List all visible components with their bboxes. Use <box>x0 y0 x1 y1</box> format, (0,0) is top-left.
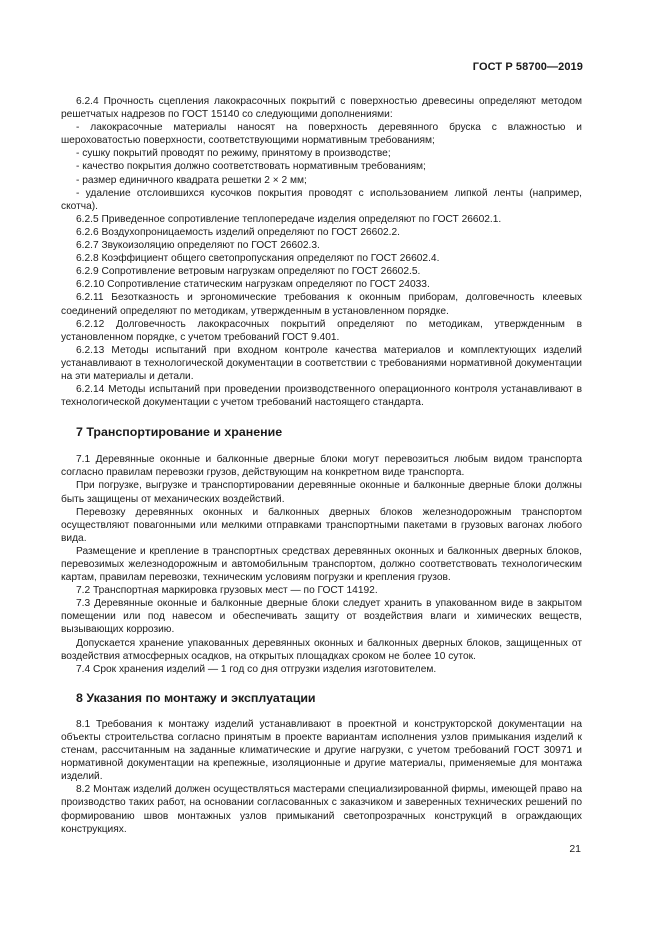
clause-6-2-12: 6.2.12 Долговечность лакокрасочных покрытий определяют по методикам, утвержденным в установленном порядке, с учетом требований ГОСТ 9.401. <box>61 318 582 343</box>
paragraph: Размещение и крепление в транспортных средствах деревянных оконных и балконных дверных блоков, перевозимых железнодорожным и автомобильным транспортом, должно соответствовать технологическим картам, правилам перевозки, техническим условиям погрузки и крепления грузов. <box>61 545 582 584</box>
clause-6-2-11: 6.2.11 Безотказность и эргономические требования к оконным приборам, долговечность клеевых соединений определяют по методикам, утвержденным в установленном порядке. <box>61 292 582 317</box>
clause-6-2-9: 6.2.9 Сопротивление ветровым нагрузкам определяют по ГОСТ 26602.5. <box>76 266 421 278</box>
page-body <box>61 95 582 836</box>
list-item: - лакокрасочные материалы наносят на поверхность деревянного бруска с влажностью и шероховатостью поверхности, соответствующими нормативным требованиям; <box>61 122 582 147</box>
clause-6-2-6: 6.2.6 Воздухопроницаемость изделий определяют по ГОСТ 26602.2. <box>76 226 400 238</box>
list-item: - качество покрытия должно соответствовать нормативным требованиям; <box>76 161 426 173</box>
clause-8-2: 8.2 Монтаж изделий должен осуществляться мастерами специализированной фирмы, имеющей право на производство таких работ, на основании согласованных с заказчиком и заверенных технических решений по формированию швов монтажных узлов примыканий светопрозрачных конструкций в ограждающих конструкциях. <box>61 784 582 835</box>
clause-6-2-10: 6.2.10 Сопротивление статическим нагрузкам определяют по ГОСТ 24033. <box>76 279 430 291</box>
clause-7-1: 7.1 Деревянные оконные и балконные дверные блоки могут перевозиться любым видом транспорта согласно правилам перевозки грузов, действующим на конкретном виде транспорта. <box>61 454 582 479</box>
list-item: - удаление отслоившихся кусочков покрытия проводят с использованием липкой ленты (например, скотча). <box>61 187 582 212</box>
clause-7-3: 7.3 Деревянные оконные и балконные дверные блоки следует хранить в упакованном виде в закрытом помещении или под навесом и обеспечивать защиту от воздействия влаги и химических веществ, вызывающих коррозию. <box>61 598 582 636</box>
clause-6-2-14: 6.2.14 Методы испытаний при проведении производственного операционного контроля устанавливают в технологической документации с учетом требований настоящего стандарта. <box>61 384 582 409</box>
clause-7-4: 7.4 Срок хранения изделий — 1 год со дня отгрузки изделия изготовителем. <box>76 663 437 675</box>
clause-6-2-4: 6.2.4 Прочность сцепления лакокрасочных покрытий с поверхностью древесины определяют методом решетчатых надрезов по ГОСТ 15140 со следующими дополнениями: <box>61 96 582 121</box>
clause-7-2: 7.2 Транспортная маркировка грузовых мест — по ГОСТ 14192. <box>76 585 378 597</box>
list-item: - размер единичного квадрата решетки 2 × 2 мм; <box>76 174 307 186</box>
clause-6-2-5: 6.2.5 Приведенное сопротивление теплопередаче изделия определяют по ГОСТ 26602.1. <box>76 213 502 225</box>
clause-6-2-13: 6.2.13 Методы испытаний при входном контроле качества материалов и комплектующих изделий устанавливают в технологической документации в соответствии с требованиями нормативной документации на эти материалы и детали. <box>61 344 582 382</box>
clause-6-2-8: 6.2.8 Коэффициент общего светопропускания определяют по ГОСТ 26602.4. <box>76 253 440 265</box>
clause-8-1: 8.1 Требования к монтажу изделий устанавливают в проектной и конструкторской документации на объекты строительства согласно принятым в проекте вариантам исполнения узлов примыкания изделий к стенам, рассчитанным на заданные климатические и другие нагрузки, с учетом требований ГОСТ 30971 и нормативной документации на крепежные, изоляционные и другие материалы, применяемые для монтажа изделий. <box>61 718 582 783</box>
page-number: 21 <box>569 843 581 855</box>
paragraph: Допускается хранение упакованных деревянных оконных и балконных дверных блоков, защищенных от воздействия атмосферных осадков, на открытых площадках сроком не более 10 суток. <box>61 637 582 662</box>
paragraph: Перевозку деревянных оконных и балконных дверных блоков железнодорожным транспортом осуществляют повагонными или мелкими отправками транспортными пакетами в грузовых вагонах любого вида. <box>61 506 582 544</box>
paragraph: При погрузке, выгрузке и транспортировании деревянные оконные и балконные дверные блоки должны быть защищены от механических воздействий. <box>61 480 582 505</box>
standard-designation: ГОСТ Р 58700—2019 <box>472 61 583 73</box>
section-heading-8: 8 Указания по монтажу и эксплуатации <box>76 690 316 705</box>
list-item: - сушку покрытий проводят по режиму, принятому в производстве; <box>76 148 391 160</box>
clause-6-2-7: 6.2.7 Звукоизоляцию определяют по ГОСТ 26602.3. <box>76 240 320 252</box>
section-heading-7: 7 Транспортирование и хранение <box>76 425 283 440</box>
